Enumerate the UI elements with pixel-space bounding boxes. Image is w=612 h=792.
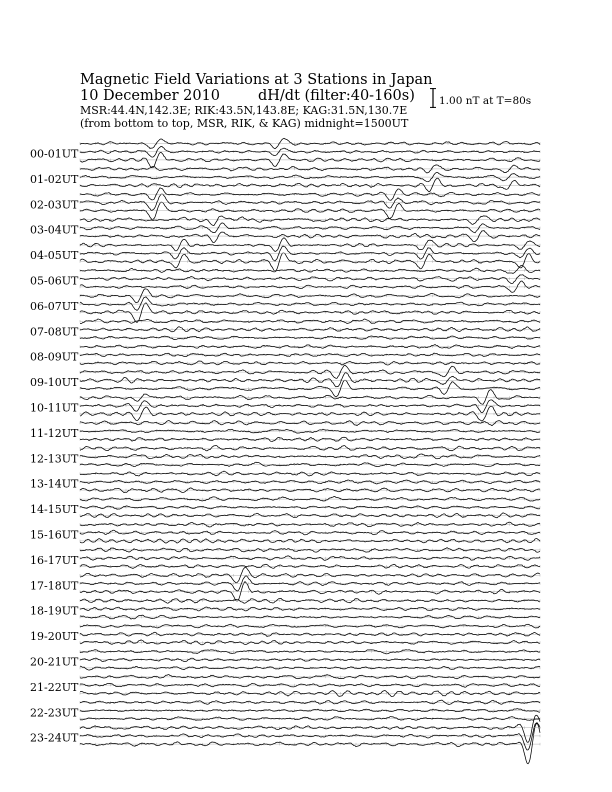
station-order-note: (from bottom to top, MSR, RIK, & KAG) midnight=1500UT — [80, 117, 409, 130]
hour-label: 22-23UT — [30, 706, 79, 720]
hour-label: 14-15UT — [30, 503, 79, 517]
chart-title: Magnetic Field Variations at 3 Stations in Japan — [80, 72, 433, 88]
hour-label: 20-21UT — [30, 655, 79, 669]
trace-kag — [80, 496, 540, 501]
hour-label: 02-03UT — [30, 198, 79, 212]
hour-label: 13-14UT — [30, 477, 79, 491]
trace-kag — [80, 548, 540, 553]
hour-label: 01-02UT — [30, 172, 79, 186]
hour-label: 04-05UT — [30, 249, 79, 263]
hour-label: 16-17UT — [30, 553, 79, 567]
trace-kag — [80, 365, 540, 378]
chart-filter: dH/dt (filter:40-160s) — [258, 88, 415, 104]
hour-label: 17-18UT — [30, 579, 79, 593]
hour-label: 05-06UT — [30, 274, 79, 288]
hour-label: 21-22UT — [30, 680, 79, 694]
hour-label: 23-24UT — [30, 731, 79, 745]
chart-date: 10 December 2010 — [80, 88, 221, 104]
hour-label: 10-11UT — [30, 401, 79, 415]
hour-label: 12-13UT — [30, 452, 79, 466]
hour-label: 19-20UT — [30, 630, 79, 644]
hour-label: 11-12UT — [30, 426, 79, 440]
scale-label: 1.00 nT at T=80s — [439, 95, 532, 107]
trace-msr — [80, 253, 540, 271]
hour-label: 08-09UT — [30, 350, 79, 364]
trace-rik — [80, 530, 540, 535]
hour-label: 07-08UT — [30, 325, 79, 339]
trace-msr — [80, 406, 540, 421]
hour-label: 18-19UT — [30, 604, 79, 618]
hour-label: 06-07UT — [30, 299, 79, 313]
hour-label: 00-01UT — [30, 147, 79, 161]
hour-label: 09-10UT — [30, 376, 79, 390]
hour-label: 15-16UT — [30, 528, 79, 542]
station-coordinates: MSR:44.4N,142.3E; RIK:43.5N,143.8E; KAG:31.5N,130.7E — [80, 104, 408, 117]
hour-label: 03-04UT — [30, 223, 79, 237]
trace-rik — [80, 297, 540, 310]
